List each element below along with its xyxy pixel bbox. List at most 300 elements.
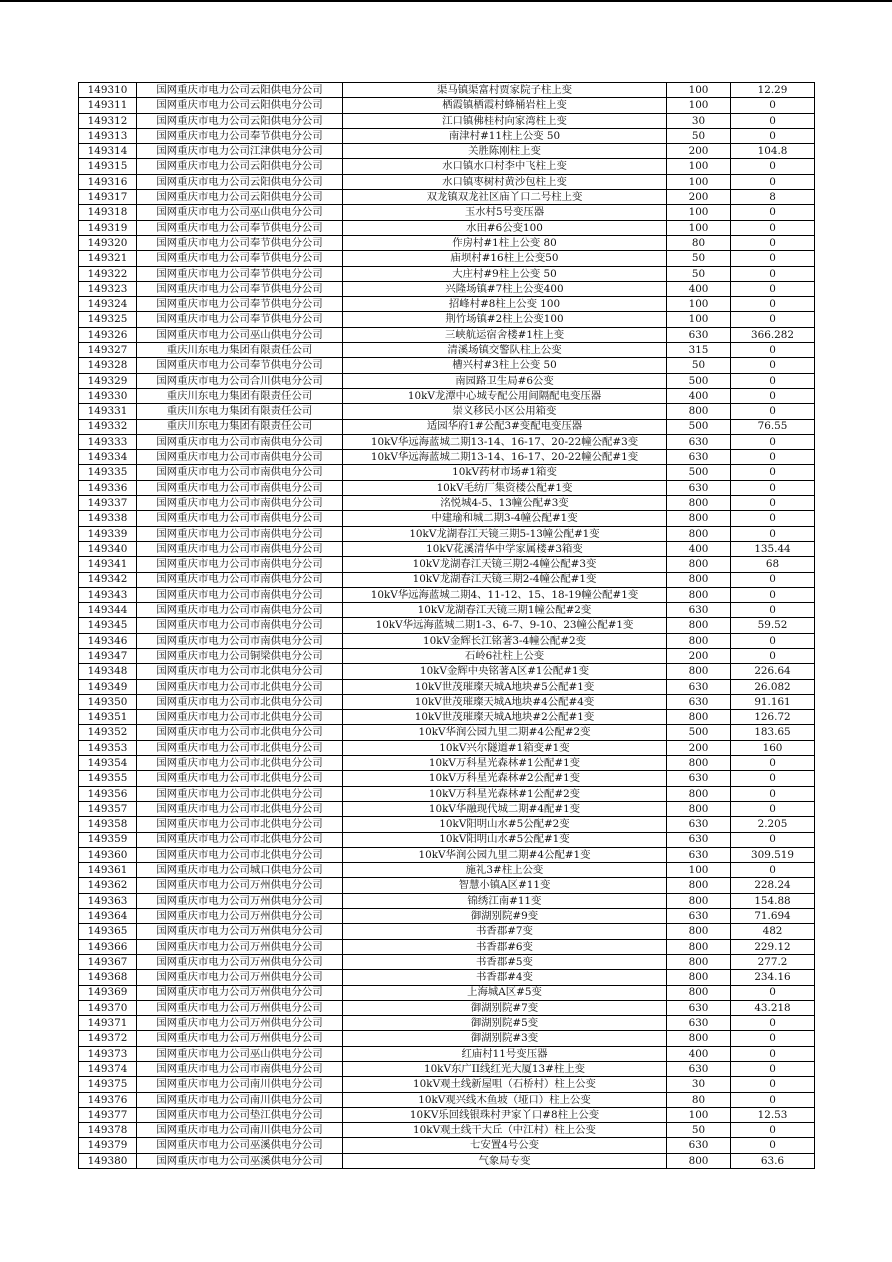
table-row (79, 251, 815, 266)
row-id-cell: 149379 (79, 1138, 137, 1153)
load-cell: 12.53 (731, 1107, 815, 1122)
row-id-cell: 149358 (79, 817, 137, 832)
table-row (79, 847, 815, 862)
row-id-cell: 149323 (79, 281, 137, 296)
load-cell: 68 (731, 557, 815, 572)
row-id-cell: 149335 (79, 465, 137, 480)
table-row (79, 1062, 815, 1077)
transformer-name-cell: 七安置4号公变 (343, 1138, 667, 1153)
capacity-cell: 80 (667, 235, 731, 250)
load-cell: 0 (731, 786, 815, 801)
transformer-name-cell: 洺悦城4-5、13幢公配#3变 (343, 496, 667, 511)
load-cell: 0 (731, 572, 815, 587)
table-row (79, 771, 815, 786)
capacity-cell: 630 (667, 450, 731, 465)
company-cell: 国网重庆市电力公司万州供电分公司 (137, 924, 343, 939)
company-cell: 国网重庆市电力公司奉节供电分公司 (137, 297, 343, 312)
load-cell: 0 (731, 1077, 815, 1092)
transformer-name-cell: 10kV万科星光森林#2公配#1变 (343, 771, 667, 786)
page-top-rule (0, 0, 892, 2)
capacity-cell: 800 (667, 511, 731, 526)
row-id-cell: 149348 (79, 664, 137, 679)
row-id-cell: 149362 (79, 878, 137, 893)
table-row (79, 801, 815, 816)
load-cell: 0 (731, 434, 815, 449)
load-cell: 0 (731, 1062, 815, 1077)
table-row (79, 511, 815, 526)
load-cell: 183.65 (731, 725, 815, 740)
row-id-cell: 149346 (79, 633, 137, 648)
transformer-name-cell: 10kV万科星光森林#1公配#2变 (343, 786, 667, 801)
transformer-name-cell: 10kV毛纺厂集资楼公配#1变 (343, 480, 667, 495)
transformer-name-cell: 庙坝村#16柱上公变50 (343, 251, 667, 266)
capacity-cell: 400 (667, 541, 731, 556)
company-cell: 国网重庆市电力公司合川供电分公司 (137, 373, 343, 388)
transformer-name-cell: 御湖别院#9变 (343, 909, 667, 924)
transformer-name-cell: 10kV华融现代城二期#4配#1变 (343, 801, 667, 816)
row-id-cell: 149332 (79, 419, 137, 434)
company-cell: 国网重庆市电力公司市南供电分公司 (137, 434, 343, 449)
capacity-cell: 100 (667, 220, 731, 235)
company-cell: 国网重庆市电力公司市南供电分公司 (137, 633, 343, 648)
table-row (79, 909, 815, 924)
company-cell: 国网重庆市电力公司城口供电分公司 (137, 863, 343, 878)
table-row (79, 1153, 815, 1168)
table-row (79, 557, 815, 572)
transformer-name-cell: 10kV阳明山水#5公配#1变 (343, 832, 667, 847)
table-row (79, 1031, 815, 1046)
load-cell: 91.161 (731, 694, 815, 709)
transformer-name-cell: 10kV世茂璀璨天城A地块#5公配#1变 (343, 679, 667, 694)
load-cell: 0 (731, 480, 815, 495)
transformer-name-cell: 10kV华润公园九里二期#4公配#2变 (343, 725, 667, 740)
table-row (79, 404, 815, 419)
table-row (79, 603, 815, 618)
table-row (79, 985, 815, 1000)
transformer-name-cell: 10kV观土线干大丘（中江村）柱上公变 (343, 1123, 667, 1138)
company-cell: 重庆川东电力集团有限责任公司 (137, 419, 343, 434)
capacity-cell: 800 (667, 587, 731, 602)
table-row (79, 1107, 815, 1122)
table-row (79, 434, 815, 449)
company-cell: 国网重庆市电力公司市北供电分公司 (137, 679, 343, 694)
capacity-cell: 800 (667, 954, 731, 969)
table-row (79, 541, 815, 556)
transformer-name-cell: 御湖别院#7变 (343, 1000, 667, 1015)
capacity-cell: 100 (667, 312, 731, 327)
table-row (79, 373, 815, 388)
company-cell: 国网重庆市电力公司云阳供电分公司 (137, 83, 343, 98)
load-cell: 234.16 (731, 970, 815, 985)
table-row (79, 174, 815, 189)
load-cell: 8 (731, 190, 815, 205)
load-cell: 0 (731, 113, 815, 128)
load-cell: 0 (731, 496, 815, 511)
company-cell: 国网重庆市电力公司南川供电分公司 (137, 1077, 343, 1092)
table-row (79, 358, 815, 373)
row-id-cell: 149376 (79, 1092, 137, 1107)
load-cell: 226.64 (731, 664, 815, 679)
capacity-cell: 630 (667, 1062, 731, 1077)
transformer-name-cell: 锦绣江南#11变 (343, 893, 667, 908)
capacity-cell: 400 (667, 388, 731, 403)
company-cell: 国网重庆市电力公司垫江供电分公司 (137, 1107, 343, 1122)
transformer-name-cell: 10kV兴尔隧道#1箱变#1变 (343, 740, 667, 755)
capacity-cell: 30 (667, 1077, 731, 1092)
table-row (79, 954, 815, 969)
row-id-cell: 149363 (79, 893, 137, 908)
company-cell: 国网重庆市电力公司万州供电分公司 (137, 985, 343, 1000)
capacity-cell: 100 (667, 98, 731, 113)
capacity-cell: 800 (667, 664, 731, 679)
row-id-cell: 149328 (79, 358, 137, 373)
load-cell: 0 (731, 465, 815, 480)
load-cell: 0 (731, 373, 815, 388)
row-id-cell: 149333 (79, 434, 137, 449)
capacity-cell: 630 (667, 1000, 731, 1015)
row-id-cell: 149357 (79, 801, 137, 816)
capacity-cell: 800 (667, 633, 731, 648)
row-id-cell: 149339 (79, 526, 137, 541)
capacity-cell: 800 (667, 496, 731, 511)
table-row (79, 664, 815, 679)
table-row (79, 786, 815, 801)
transformer-name-cell: 施礼3#柱上公变 (343, 863, 667, 878)
row-id-cell: 149310 (79, 83, 137, 98)
transformer-name-cell: 10kV华润公园九里二期#4公配#1变 (343, 847, 667, 862)
row-id-cell: 149378 (79, 1123, 137, 1138)
company-cell: 重庆川东电力集团有限责任公司 (137, 388, 343, 403)
row-id-cell: 149326 (79, 327, 137, 342)
row-id-cell: 149367 (79, 954, 137, 969)
table-row (79, 235, 815, 250)
transformer-name-cell: 10kV世茂璀璨天城A地块#4公配#4变 (343, 694, 667, 709)
load-cell: 0 (731, 832, 815, 847)
load-cell: 59.52 (731, 618, 815, 633)
load-cell: 126.72 (731, 710, 815, 725)
table-row (79, 1123, 815, 1138)
table-row (79, 1138, 815, 1153)
company-cell: 国网重庆市电力公司奉节供电分公司 (137, 358, 343, 373)
capacity-cell: 100 (667, 83, 731, 98)
table-row (79, 190, 815, 205)
load-cell: 0 (731, 266, 815, 281)
load-cell: 0 (731, 863, 815, 878)
row-id-cell: 149372 (79, 1031, 137, 1046)
table-row (79, 144, 815, 159)
row-id-cell: 149365 (79, 924, 137, 939)
row-id-cell: 149322 (79, 266, 137, 281)
capacity-cell: 800 (667, 572, 731, 587)
company-cell: 国网重庆市电力公司市北供电分公司 (137, 771, 343, 786)
transformer-name-cell: 南津村#11柱上公变 50 (343, 128, 667, 143)
transformer-name-cell: 10kV花溪清华中学家属楼#3箱变 (343, 541, 667, 556)
capacity-cell: 100 (667, 297, 731, 312)
capacity-cell: 200 (667, 648, 731, 663)
company-cell: 国网重庆市电力公司市北供电分公司 (137, 832, 343, 847)
capacity-cell: 200 (667, 740, 731, 755)
load-cell: 0 (731, 388, 815, 403)
row-id-cell: 149355 (79, 771, 137, 786)
capacity-cell: 800 (667, 557, 731, 572)
capacity-cell: 50 (667, 251, 731, 266)
row-id-cell: 149324 (79, 297, 137, 312)
company-cell: 国网重庆市电力公司市南供电分公司 (137, 618, 343, 633)
row-id-cell: 149340 (79, 541, 137, 556)
capacity-cell: 800 (667, 924, 731, 939)
transformer-name-cell: 御湖别院#5变 (343, 1016, 667, 1031)
transformer-name-cell: 红庙村11号变压器 (343, 1046, 667, 1061)
row-id-cell: 149368 (79, 970, 137, 985)
row-id-cell: 149316 (79, 174, 137, 189)
table-row (79, 587, 815, 602)
row-id-cell: 149325 (79, 312, 137, 327)
row-id-cell: 149321 (79, 251, 137, 266)
company-cell: 国网重庆市电力公司市北供电分公司 (137, 694, 343, 709)
capacity-cell: 800 (667, 1031, 731, 1046)
table-row (79, 388, 815, 403)
company-cell: 国网重庆市电力公司云阳供电分公司 (137, 113, 343, 128)
row-id-cell: 149330 (79, 388, 137, 403)
company-cell: 国网重庆市电力公司市南供电分公司 (137, 526, 343, 541)
company-cell: 国网重庆市电力公司巫山供电分公司 (137, 327, 343, 342)
company-cell: 国网重庆市电力公司江津供电分公司 (137, 144, 343, 159)
table-row (79, 297, 815, 312)
load-cell: 154.88 (731, 893, 815, 908)
table-row (79, 1000, 815, 1015)
transformer-name-cell: 10kV龙湖春江天镜三期5-13幢公配#1变 (343, 526, 667, 541)
row-id-cell: 149377 (79, 1107, 137, 1122)
row-id-cell: 149349 (79, 679, 137, 694)
transformer-name-cell: 10kV龙湖春江天镜三期2-4幢公配#3变 (343, 557, 667, 572)
company-cell: 国网重庆市电力公司市北供电分公司 (137, 710, 343, 725)
company-cell: 国网重庆市电力公司万州供电分公司 (137, 1000, 343, 1015)
capacity-cell: 50 (667, 1123, 731, 1138)
company-cell: 国网重庆市电力公司奉节供电分公司 (137, 312, 343, 327)
capacity-cell: 800 (667, 878, 731, 893)
row-id-cell: 149370 (79, 1000, 137, 1015)
row-id-cell: 149374 (79, 1062, 137, 1077)
row-id-cell: 149319 (79, 220, 137, 235)
table-row (79, 648, 815, 663)
capacity-cell: 500 (667, 725, 731, 740)
row-id-cell: 149371 (79, 1016, 137, 1031)
transformer-name-cell: 御湖别院#3变 (343, 1031, 667, 1046)
row-id-cell: 149317 (79, 190, 137, 205)
load-cell: 0 (731, 1123, 815, 1138)
load-cell: 277.2 (731, 954, 815, 969)
capacity-cell: 80 (667, 1092, 731, 1107)
company-cell: 国网重庆市电力公司巫山供电分公司 (137, 205, 343, 220)
capacity-cell: 100 (667, 1107, 731, 1122)
capacity-cell: 100 (667, 174, 731, 189)
row-id-cell: 149369 (79, 985, 137, 1000)
row-id-cell: 149351 (79, 710, 137, 725)
row-id-cell: 149312 (79, 113, 137, 128)
capacity-cell: 630 (667, 847, 731, 862)
table-row (79, 679, 815, 694)
company-cell: 国网重庆市电力公司市南供电分公司 (137, 465, 343, 480)
company-cell: 国网重庆市电力公司市北供电分公司 (137, 801, 343, 816)
table-row (79, 281, 815, 296)
capacity-cell: 630 (667, 771, 731, 786)
company-cell: 国网重庆市电力公司市北供电分公司 (137, 740, 343, 755)
company-cell: 国网重庆市电力公司市北供电分公司 (137, 847, 343, 862)
transformer-name-cell: 10kV药材市场#1箱变 (343, 465, 667, 480)
transformer-name-cell: 气象局专变 (343, 1153, 667, 1168)
company-cell: 国网重庆市电力公司市南供电分公司 (137, 587, 343, 602)
table-row (79, 1016, 815, 1031)
company-cell: 国网重庆市电力公司云阳供电分公司 (137, 174, 343, 189)
load-cell: 309.519 (731, 847, 815, 862)
company-cell: 国网重庆市电力公司市南供电分公司 (137, 603, 343, 618)
company-cell: 国网重庆市电力公司市北供电分公司 (137, 817, 343, 832)
capacity-cell: 630 (667, 603, 731, 618)
company-cell: 国网重庆市电力公司万州供电分公司 (137, 909, 343, 924)
load-cell: 366.282 (731, 327, 815, 342)
table-row (79, 526, 815, 541)
load-cell: 0 (731, 648, 815, 663)
row-id-cell: 149337 (79, 496, 137, 511)
capacity-cell: 200 (667, 190, 731, 205)
load-cell: 228.24 (731, 878, 815, 893)
company-cell: 国网重庆市电力公司巫溪供电分公司 (137, 1153, 343, 1168)
load-cell: 71.694 (731, 909, 815, 924)
row-id-cell: 149343 (79, 587, 137, 602)
capacity-cell: 630 (667, 832, 731, 847)
transformer-name-cell: 荆竹场镇#2柱上公变100 (343, 312, 667, 327)
transformer-name-cell: 水口镇枣树村黄沙包柱上变 (343, 174, 667, 189)
company-cell: 国网重庆市电力公司巫山供电分公司 (137, 1046, 343, 1061)
load-cell: 0 (731, 801, 815, 816)
table-row (79, 113, 815, 128)
load-cell: 0 (731, 128, 815, 143)
load-cell: 0 (731, 1031, 815, 1046)
table-row (79, 128, 815, 143)
row-id-cell: 149344 (79, 603, 137, 618)
table-row (79, 893, 815, 908)
company-cell: 国网重庆市电力公司云阳供电分公司 (137, 159, 343, 174)
load-cell: 76.55 (731, 419, 815, 434)
load-cell: 0 (731, 251, 815, 266)
table-row (79, 1077, 815, 1092)
load-cell: 0 (731, 450, 815, 465)
table-row (79, 159, 815, 174)
capacity-cell: 630 (667, 1016, 731, 1031)
row-id-cell: 149347 (79, 648, 137, 663)
load-cell: 0 (731, 771, 815, 786)
transformer-name-cell: 石岭6社柱上公变 (343, 648, 667, 663)
load-cell: 0 (731, 1092, 815, 1107)
row-id-cell: 149356 (79, 786, 137, 801)
company-cell: 国网重庆市电力公司奉节供电分公司 (137, 266, 343, 281)
load-cell: 0 (731, 312, 815, 327)
company-cell: 国网重庆市电力公司市南供电分公司 (137, 557, 343, 572)
capacity-cell: 630 (667, 909, 731, 924)
load-cell: 43.218 (731, 1000, 815, 1015)
transformer-name-cell: 10kV观兴线木鱼坡（垭口）柱上公变 (343, 1092, 667, 1107)
table-row (79, 419, 815, 434)
company-cell: 国网重庆市电力公司万州供电分公司 (137, 893, 343, 908)
load-cell: 0 (731, 511, 815, 526)
transformer-name-cell: 10kV东广II线红光大厦13#柱上变 (343, 1062, 667, 1077)
capacity-cell: 200 (667, 144, 731, 159)
company-cell: 国网重庆市电力公司南川供电分公司 (137, 1123, 343, 1138)
table-row (79, 817, 815, 832)
capacity-cell: 800 (667, 756, 731, 771)
capacity-cell: 630 (667, 679, 731, 694)
company-cell: 国网重庆市电力公司市南供电分公司 (137, 572, 343, 587)
capacity-cell: 800 (667, 970, 731, 985)
transformer-name-cell: 双龙镇双龙社区庙丫口二号柱上变 (343, 190, 667, 205)
transformer-name-cell: 智慧小镇A区#11变 (343, 878, 667, 893)
row-id-cell: 149345 (79, 618, 137, 633)
company-cell: 国网重庆市电力公司万州供电分公司 (137, 939, 343, 954)
company-cell: 国网重庆市电力公司万州供电分公司 (137, 954, 343, 969)
capacity-cell: 800 (667, 1153, 731, 1168)
company-cell: 国网重庆市电力公司市北供电分公司 (137, 786, 343, 801)
company-cell: 国网重庆市电力公司奉节供电分公司 (137, 235, 343, 250)
load-cell: 12.29 (731, 83, 815, 98)
transformer-name-cell: 10kV世茂璀璨天城A地块#2公配#1变 (343, 710, 667, 725)
load-cell: 0 (731, 281, 815, 296)
company-cell: 国网重庆市电力公司万州供电分公司 (137, 1031, 343, 1046)
company-cell: 国网重庆市电力公司万州供电分公司 (137, 1016, 343, 1031)
capacity-cell: 630 (667, 434, 731, 449)
transformer-name-cell: 南园路卫生局#6公变 (343, 373, 667, 388)
capacity-cell: 50 (667, 358, 731, 373)
capacity-cell: 500 (667, 373, 731, 388)
company-cell: 国网重庆市电力公司奉节供电分公司 (137, 251, 343, 266)
capacity-cell: 400 (667, 281, 731, 296)
transformer-name-cell: 书香郡#4变 (343, 970, 667, 985)
row-id-cell: 149366 (79, 939, 137, 954)
transformer-name-cell: 10kV万科星光森林#1公配#1变 (343, 756, 667, 771)
table-row (79, 343, 815, 358)
transformer-name-cell: 10kV华远海蓝城二期1-3、6-7、9-10、23幢公配#1变 (343, 618, 667, 633)
capacity-cell: 800 (667, 801, 731, 816)
transformer-name-cell: 玉水村5号变压器 (343, 205, 667, 220)
company-cell: 国网重庆市电力公司巫溪供电分公司 (137, 1138, 343, 1153)
capacity-cell: 30 (667, 113, 731, 128)
table-row (79, 1092, 815, 1107)
transformer-name-cell: 书香郡#7变 (343, 924, 667, 939)
row-id-cell: 149320 (79, 235, 137, 250)
company-cell: 国网重庆市电力公司市南供电分公司 (137, 511, 343, 526)
company-cell: 国网重庆市电力公司市南供电分公司 (137, 450, 343, 465)
load-cell: 0 (731, 1138, 815, 1153)
company-cell: 国网重庆市电力公司市北供电分公司 (137, 725, 343, 740)
row-id-cell: 149341 (79, 557, 137, 572)
transformer-name-cell: 上海城A区#5变 (343, 985, 667, 1000)
capacity-cell: 100 (667, 205, 731, 220)
transformer-name-cell: 10kV观土线新屋咀（石桥村）柱上公变 (343, 1077, 667, 1092)
table-row (79, 205, 815, 220)
company-cell: 国网重庆市电力公司市南供电分公司 (137, 480, 343, 495)
transformer-name-cell: 关胜陈刚柱上变 (343, 144, 667, 159)
capacity-cell: 630 (667, 817, 731, 832)
row-id-cell: 149313 (79, 128, 137, 143)
load-cell: 0 (731, 220, 815, 235)
transformer-table (78, 82, 815, 1169)
table-row (79, 725, 815, 740)
row-id-cell: 149342 (79, 572, 137, 587)
table-row (79, 98, 815, 113)
row-id-cell: 149338 (79, 511, 137, 526)
company-cell: 重庆川东电力集团有限责任公司 (137, 343, 343, 358)
load-cell: 2.205 (731, 817, 815, 832)
table-row (79, 618, 815, 633)
